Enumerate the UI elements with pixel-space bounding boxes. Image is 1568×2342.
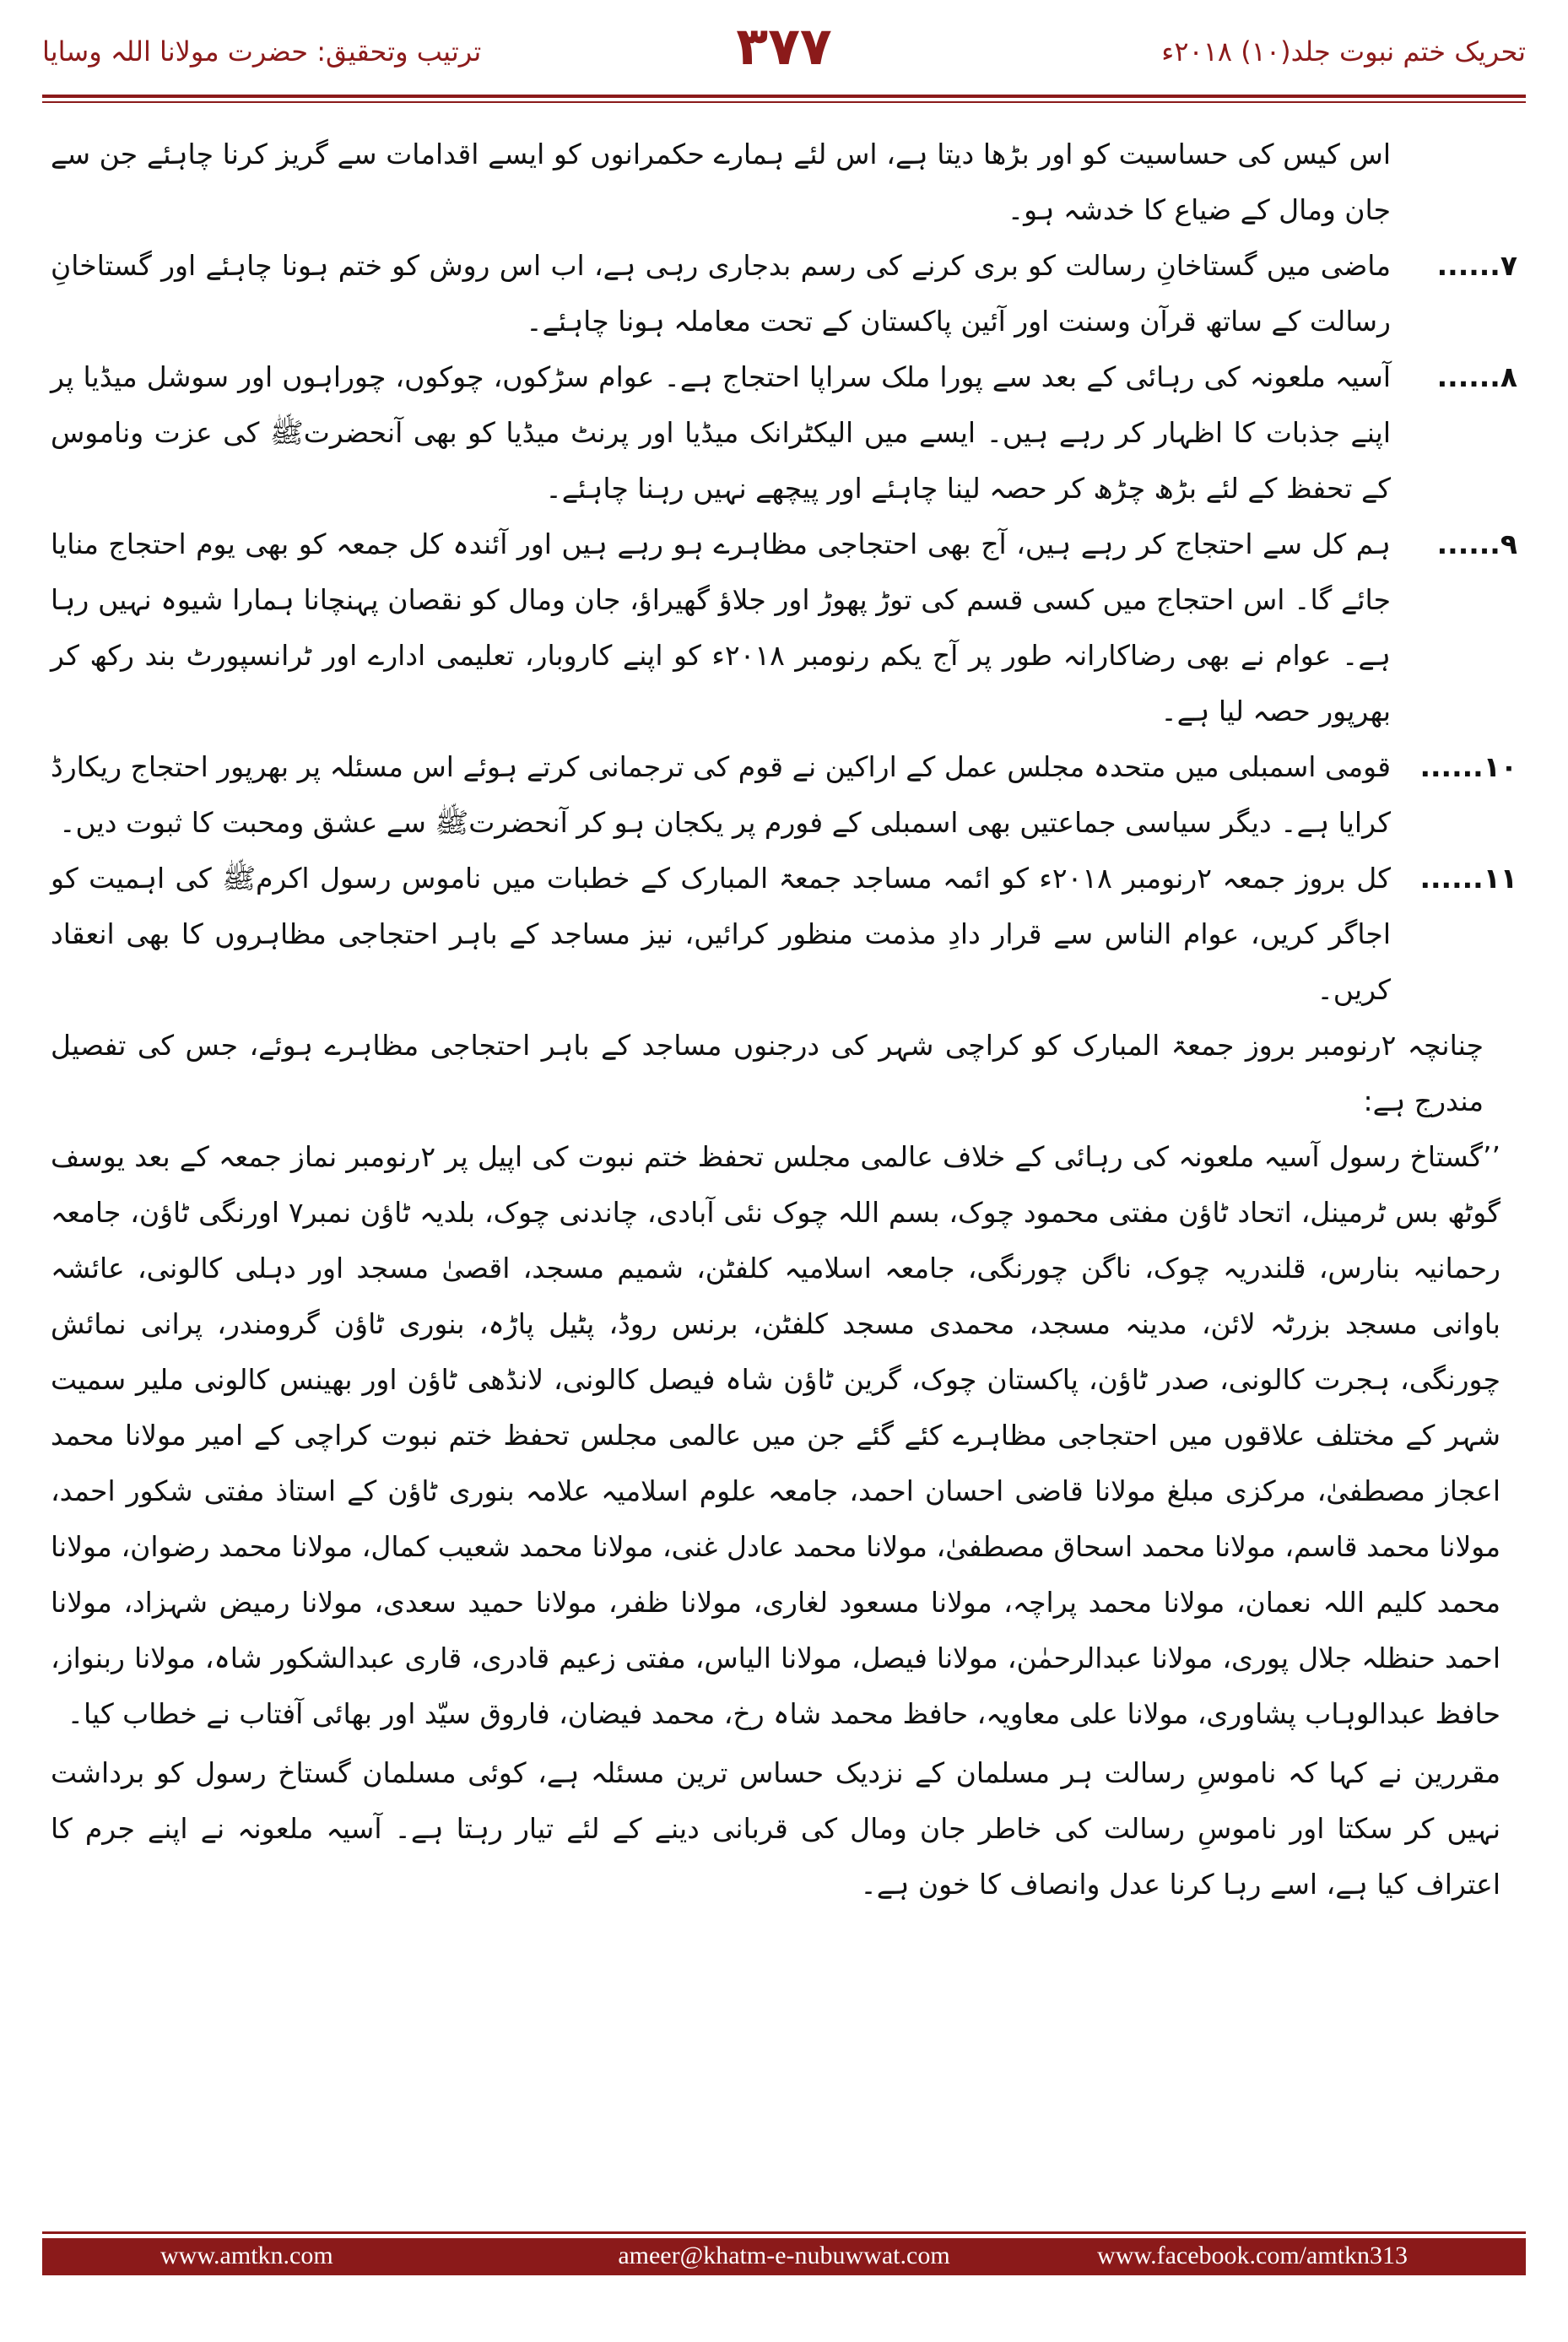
header-rule: [42, 95, 1526, 98]
item-number: ۱۱......: [1419, 862, 1517, 895]
list-item: [51, 851, 1517, 1018]
closing-paragraph: مقررین نے کہا کہ ناموسِ رسالت ہر مسلمان کے نزدیک حساس ترین مسئلہ ہے، کوئی مسلمان گستاخ رسول کو برداشت نہیں کر سکتا اور ناموسِ رسالت کی خاطر جان ومال کی قربانی دینے کے لئے تیار رہتا ہے۔ آسیہ ملعونہ نے اپنے جرم کا اعتراف کیا ہے، اسے رہا کرنا عدل وانصاف کا خون ہے۔: [51, 1756, 1500, 1901]
item-text: ہم کل سے احتجاج کر رہے ہیں، آج بھی احتجاجی مظاہرے ہو رہے ہیں اور آئندہ کل جمعہ کو بھی یوم احتجاج منایا جائے گا۔ اس احتجاج میں کسی قسم کی توڑ پھوڑ اور جلاؤ گھیراؤ، جان ومال کو نقصان پہنچانا ہمارا شیوہ نہیں رہا ہے۔ عوام نے بھی رضاکارانہ طور پر آج یکم رنومبر ۲۰۱۸ء کو اپنے کاروبار، تعلیمی ادارے اور ٹرانسپورٹ بند رکھ کر بھرپور حصہ لیا ہے۔: [51, 527, 1391, 727]
list-item: [51, 517, 1517, 739]
item-number: ۱۰......: [1419, 750, 1517, 783]
item-text: ماضی میں گستاخانِ رسالت کو بری کرنے کی رسم بدجاری رہی ہے، اب اس روش کو ختم ہونا چاہئے اور گستاخانِ رسالت کے ساتھ قرآن وسنت اور آئین پاکستان کے تحت معاملہ ہونا چاہئے۔: [51, 249, 1391, 338]
item-text: کل بروز جمعہ ۲رنومبر ۲۰۱۸ء کو ائمہ مساجد جمعۃ المبارک کے خطبات میں ناموس رسول اکرمﷺ کی اہمیت کو اجاگر کریں، عوام الناس سے قرار دادِ مذمت منظور کرائیں، نیز مساجد کے باہر احتجاجی مظاہروں کا بھی انعقاد کریں۔: [51, 862, 1391, 1006]
email-link[interactable]: ameer@khatm-e-nubuwwat.com: [618, 2242, 950, 2269]
book-title: تحریک ختم نبوت جلد(۱۰) ۲۰۱۸ء: [1161, 35, 1526, 68]
website-link[interactable]: www.amtkn.com: [160, 2242, 333, 2269]
header-rule-thin: [42, 101, 1526, 103]
facebook-link[interactable]: www.facebook.com/amtkn313: [1097, 2242, 1408, 2269]
list-item: [51, 739, 1517, 851]
page-number: ۳۷۷: [736, 15, 832, 77]
quoted-report: ’’گستاخ رسول آسیہ ملعونہ کی رہائی کے خلاف عالمی مجلس تحفظ ختم نبوت کی اپیل پر ۲رنومبر نماز جمعہ کے بعد یوسف گوٹھ بس ٹرمینل، اتحاد ٹاؤن مفتی محمود چوک، بسم اللہ چوک نئی آبادی، چاندنی چوک، بلدیہ ٹاؤن نمبر۷ اورنگی ٹاؤن، جامعہ رحمانیہ بنارس، قلندریہ چوک، ناگن چورنگی، جامعہ اسلامیہ کلفٹن، شمیم مسجد، اقصیٰ مسجد اور دہلی کالونی، عائشہ باوانی مسجد بزرٹہ لائن، مدینہ مسجد، محمدی مسجد کلفٹن، برنس روڈ، پٹیل پاڑہ، بنوری ٹاؤن گرومندر، پرانی نمائش چورنگی، ہجرت کالونی، صدر ٹاؤن، پاکستان چوک، گرین ٹاؤن شاہ فیصل کالونی، لانڈھی ٹاؤن اور بھینس کالونی ملیر سمیت شہر کے مختلف علاقوں میں احتجاجی مظاہرے کئے گئے جن میں عالمی مجلس تحفظ ختم نبوت کراچی کے امیر مولانا محمد اعجاز مصطفیٰ، مرکزی مبلغ مولانا قاضی احسان احمد، جامعہ علوم اسلامیہ علامہ بنوری ٹاؤن کے استاذ مفتی شکور احمد، مولانا محمد قاسم، مولانا محمد اسحاق مصطفیٰ، مولانا محمد عادل غنی، مولانا محمد شعیب کمال، مولانا محمد رضوان، مولانا محمد کلیم اللہ نعمان، مولانا محمد پراچہ، مولانا مسعود لغاری، مولانا ظفر، مولانا حمید سعدی، مولانا رمیض شہزاد، مولانا احمد حنظلہ جلال پوری، مولانا عبدالرحمٰن، مولانا فیصل، مولانا الیاس، مفتی زعیم قادری، قاری عبدالشکور شاہ، مولانا ربنواز، حافظ عبدالوہاب پشاوری، مولانا علی معاویہ، حافظ محمد شاہ رخ، محمد فیضان، فاروق سیّد اور بھائی آفتاب نے خطاب کیا۔: [51, 1140, 1500, 1730]
item-number: ۹......: [1436, 527, 1517, 560]
page-footer: [42, 2238, 1526, 2275]
item-number: ۸......: [1436, 360, 1517, 393]
footer-rule: [42, 2231, 1526, 2234]
item-number: ۷......: [1436, 249, 1517, 282]
item-text: قومی اسمبلی میں متحدہ مجلس عمل کے اراکین نے قوم کی ترجمانی کرتے ہوئے اس مسئلہ پر بھرپور احتجاج ریکارڈ کرایا ہے۔ دیگر سیاسی جماعتیں بھی اسمبلی کے فورم پر یکجان ہو کر آنحضرتﷺ سے عشق ومحبت کا ثبوت دیں۔: [51, 750, 1391, 839]
page-body: [51, 127, 1517, 2127]
list-item: [51, 349, 1517, 517]
item-text: آسیہ ملعونہ کی رہائی کے بعد سے پورا ملک سراپا احتجاج ہے۔ عوام سڑکوں، چوکوں، چوراہوں اور سوشل میڈیا پر اپنے جذبات کا اظہار کر رہے ہیں۔ ایسے میں الیکٹرانک میڈیا اور پرنٹ میڈیا کو بھی آنحضرتﷺ کی عزت وناموس کے تحفظ کے لئے بڑھ چڑھ کر حصہ لینا چاہئے اور پیچھے نہیں رہنا چاہئے۔: [51, 360, 1391, 505]
opening-paragraph: اس کیس کی حساسیت کو اور بڑھا دیتا ہے، اس لئے ہمارے حکمرانوں کو ایسے اقدامات سے گریز کرنا چاہئے جن سے جان ومال کے ضیاع کا خدشہ ہو۔: [51, 138, 1391, 226]
list-item: [51, 238, 1517, 349]
compiler-credit: ترتیب وتحقیق: حضرت مولانا اللہ وسایا: [42, 35, 482, 68]
intro-paragraph: چنانچہ ۲رنومبر بروز جمعۃ المبارک کو کراچی شہر کی درجنوں مساجد کے باہر احتجاجی مظاہرے ہوئے، جس کی تفصیل مندرج ہے:: [51, 1029, 1484, 1117]
